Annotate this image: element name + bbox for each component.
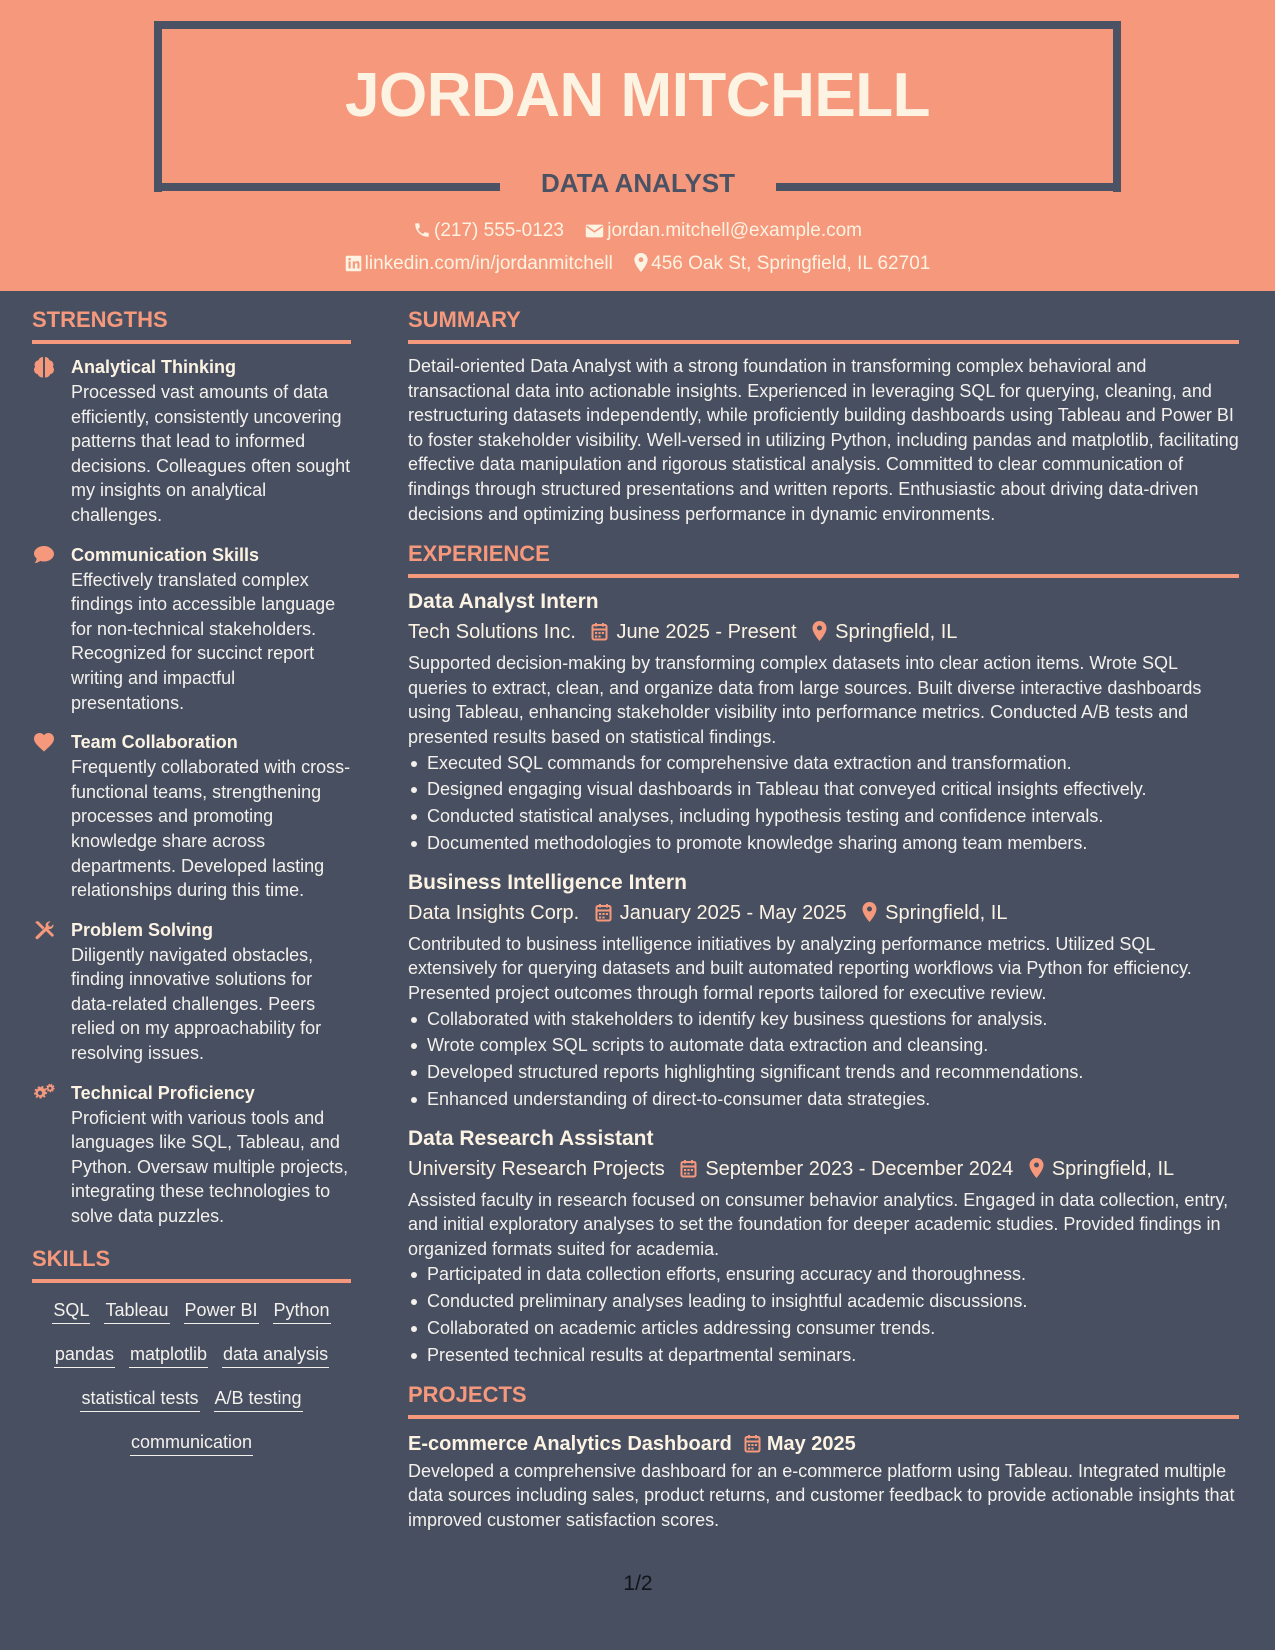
job-bullet: Documented methodologies to promote knowledge sharing among team members.	[408, 830, 1239, 857]
job-bullet: Conducted preliminary analyses leading to insightful academic discussions.	[408, 1288, 1239, 1315]
job-location	[862, 897, 1007, 929]
job-description: Contributed to business intelligence initiatives by analyzing performance metrics. Utilized SQL extensively for querying datasets and built automated reporting workflows via Python for efficiency. Presented project outcomes through formal reports tailored for executive review.	[408, 933, 1192, 1003]
strength-description: Effectively translated complex findings into accessible language for non-technical stakeholders. Recognized for succinct report writing and impactful presentations.	[71, 569, 336, 713]
skill-tag: Power BI	[184, 1297, 259, 1324]
job-dates-text: September 2023 - December 2024	[705, 1157, 1014, 1180]
job-dates	[595, 897, 847, 929]
strength-item	[32, 917, 351, 1066]
summary-heading: SUMMARY	[408, 306, 1239, 344]
job-description: Assisted faculty in research focused on consumer behavior analytics. Engaged in data collection, entry, and initial exploratory analyses to set the foundation for deeper academic studies. Provided findings in organized formats suited for academia.	[408, 1189, 1229, 1259]
skill-tag: Python	[273, 1297, 331, 1324]
calendar-icon	[744, 1434, 761, 1453]
experience-heading: EXPERIENCE	[408, 540, 1239, 578]
calendar-icon	[680, 1159, 697, 1178]
skill-tag: A/B testing	[214, 1385, 303, 1412]
job-bullet: Presented technical results at departmental seminars.	[408, 1342, 1239, 1369]
strength-item	[32, 354, 351, 528]
strength-description: Processed vast amounts of data efficiently, consistently uncovering patterns that lead to informed decisions. Colleagues often sought my insights on analytical challenges.	[71, 382, 351, 525]
job-dates	[680, 1153, 1013, 1185]
name-frame-bottom-right	[776, 183, 1121, 191]
job-bullets	[408, 1261, 1239, 1368]
strengths-heading: STRENGTHS	[32, 306, 351, 344]
job-bullet: Collaborated on academic articles addressing consumer trends.	[408, 1315, 1239, 1342]
experience-entry	[408, 869, 1239, 1113]
job-dates-text: January 2025 - May 2025	[619, 901, 847, 924]
job-bullet: Enhanced understanding of direct-to-consumer data strategies.	[408, 1086, 1239, 1113]
job-role: Data Research Assistant	[408, 1126, 654, 1150]
strength-title: Team Collaboration	[71, 732, 238, 753]
skills-heading: SKILLS	[32, 1245, 351, 1283]
job-role: Data Analyst Intern	[408, 590, 599, 614]
project-description: Developed a comprehensive dashboard for an e-commerce platform using Tableau. Integrated multiple data sources including sales, product returns, and customer feedback to provide actionable insights that improved customer satisfaction scores.	[408, 1460, 1235, 1530]
gears-icon	[32, 1082, 56, 1104]
job-company: University Research Projects	[408, 1157, 665, 1180]
skills-row	[32, 1297, 351, 1341]
email-text: jordan.mitchell@example.com	[607, 220, 862, 241]
projects-heading: PROJECTS	[408, 1381, 1239, 1419]
job-bullets	[408, 1006, 1239, 1113]
strength-item	[32, 729, 351, 903]
strength-item	[32, 542, 351, 716]
skills-list	[32, 1293, 351, 1473]
strength-title: Communication Skills	[71, 544, 260, 565]
linkedin-text: linkedin.com/in/jordanmitchell	[364, 253, 613, 274]
page-number: 1/2	[623, 1572, 653, 1595]
skill-tag: data analysis	[222, 1341, 329, 1368]
job-location	[812, 616, 957, 648]
strength-description: Diligently navigated obstacles, finding innovative solutions for data-related challenges. Peers relied on my approachability for resolving issues.	[71, 944, 322, 1064]
map-pin-icon	[862, 902, 877, 922]
strength-title: Technical Proficiency	[71, 1082, 255, 1103]
job-dates-text: June 2025 - Present	[616, 621, 797, 644]
project-date: May 2025	[766, 1432, 856, 1455]
job-meta	[408, 897, 1239, 929]
strength-title: Analytical Thinking	[71, 357, 237, 377]
envelope-icon	[585, 223, 604, 239]
job-bullet: Conducted statistical analyses, including hypothesis testing and confidence intervals.	[408, 803, 1239, 830]
job-bullet: Collaborated with stakeholders to identify key business questions for analysis.	[408, 1006, 1239, 1033]
brain-icon	[32, 356, 56, 378]
strength-item	[32, 1080, 351, 1229]
map-pin-icon	[1029, 1158, 1044, 1178]
job-location-text: Springfield, IL	[1051, 1157, 1175, 1180]
phone-contact[interactable]	[413, 218, 564, 244]
project-header	[408, 1429, 1239, 1459]
address-text: 456 Oak St, Springfield, IL 62701	[651, 253, 931, 274]
resume-header	[0, 0, 1275, 291]
email-contact[interactable]	[585, 218, 862, 244]
phone-text: (217) 555-0123	[434, 220, 564, 241]
job-location-text: Springfield, IL	[885, 901, 1008, 924]
right-column	[408, 306, 1239, 1532]
strength-description: Proficient with various tools and languages like SQL, Tableau, and Python. Oversaw multiple projects, integrating these technologies to solve data puzzles.	[71, 1107, 349, 1227]
candidate-name: JORDAN MITCHELL	[345, 61, 930, 130]
summary-text: Detail-oriented Data Analyst with a strong foundation in transforming complex behavioral and transactional data into actionable insights. Experienced in leveraging SQL for querying, cleaning, and restructuring datasets independently, while proficiently building dashboards using Tableau and Power BI to foster stakeholder visibility. Well-versed in utilizing Python, including pandas and matplotlib, facilitating effective data manipulation and rigorous statistical analysis. Committed to clear communication of findings through structured presentations and written reports. Enthusiastic about driving data-driven decisions and optimizing business performance in dynamic environments.	[408, 356, 1239, 524]
job-bullet: Developed structured reports highlighting significant trends and recommendations.	[408, 1059, 1239, 1086]
skill-tag: Tableau	[104, 1297, 169, 1324]
job-bullet: Executed SQL commands for comprehensive data extraction and transformation.	[408, 750, 1239, 777]
skill-tag: pandas	[54, 1341, 115, 1368]
job-bullet: Designed engaging visual dashboards in Tableau that conveyed critical insights effectively.	[408, 776, 1239, 803]
contact-row-2	[0, 251, 1275, 277]
job-bullets	[408, 750, 1239, 857]
skill-tag: SQL	[52, 1297, 90, 1324]
job-bullet: Wrote complex SQL scripts to automate data extraction and cleansing.	[408, 1032, 1239, 1059]
job-meta	[408, 616, 1239, 648]
address-contact	[634, 251, 930, 277]
calendar-icon	[591, 622, 608, 641]
contact-row-1	[0, 218, 1275, 244]
calendar-icon	[595, 903, 612, 922]
project-name: E-commerce Analytics Dashboard	[408, 1432, 732, 1455]
job-company: Tech Solutions Inc.	[408, 621, 576, 644]
job-company: Data Insights Corp.	[408, 901, 580, 924]
heart-icon	[32, 731, 56, 753]
job-description: Supported decision-making by transforming complex datasets into clear action items. Wrote SQL queries to extract, clean, and organize data from large sources. Built diverse interactive dashboards using Tableau, enhancing stakeholder visibility into performance metrics. Conducted A/B tests and presented results based on statistical findings.	[408, 653, 1202, 747]
skill-tag: communication	[130, 1429, 253, 1456]
job-meta	[408, 1153, 1239, 1185]
experience-entry	[408, 588, 1239, 857]
job-dates	[591, 616, 796, 648]
job-bullet: Participated in data collection efforts, ensuring accuracy and thoroughness.	[408, 1261, 1239, 1288]
phone-icon	[413, 221, 431, 239]
job-location	[1029, 1153, 1174, 1185]
strength-title: Problem Solving	[71, 919, 214, 940]
experience-entry	[408, 1125, 1239, 1369]
job-title: DATA ANALYST	[540, 168, 736, 198]
speech-bubble-icon	[32, 544, 56, 566]
job-role: Business Intelligence Intern	[408, 870, 687, 894]
tools-icon	[32, 919, 56, 941]
skill-tag: matplotlib	[129, 1341, 208, 1368]
skill-tag: statistical tests	[80, 1385, 199, 1412]
linkedin-contact[interactable]	[345, 251, 613, 277]
skills-row	[32, 1341, 351, 1385]
strength-description: Frequently collaborated with cross-functional teams, strengthening processes and promoting knowledge share across departments. Developed lasting relationships during this time.	[71, 757, 351, 901]
map-pin-icon	[812, 621, 827, 641]
name-frame-bottom-left	[154, 183, 500, 191]
skills-row	[32, 1429, 351, 1473]
map-pin-icon	[634, 253, 648, 272]
project-entry	[408, 1429, 1239, 1533]
job-location-text: Springfield, IL	[835, 621, 958, 644]
left-column	[32, 306, 351, 1473]
skills-row	[32, 1385, 351, 1429]
linkedin-icon	[345, 255, 362, 272]
